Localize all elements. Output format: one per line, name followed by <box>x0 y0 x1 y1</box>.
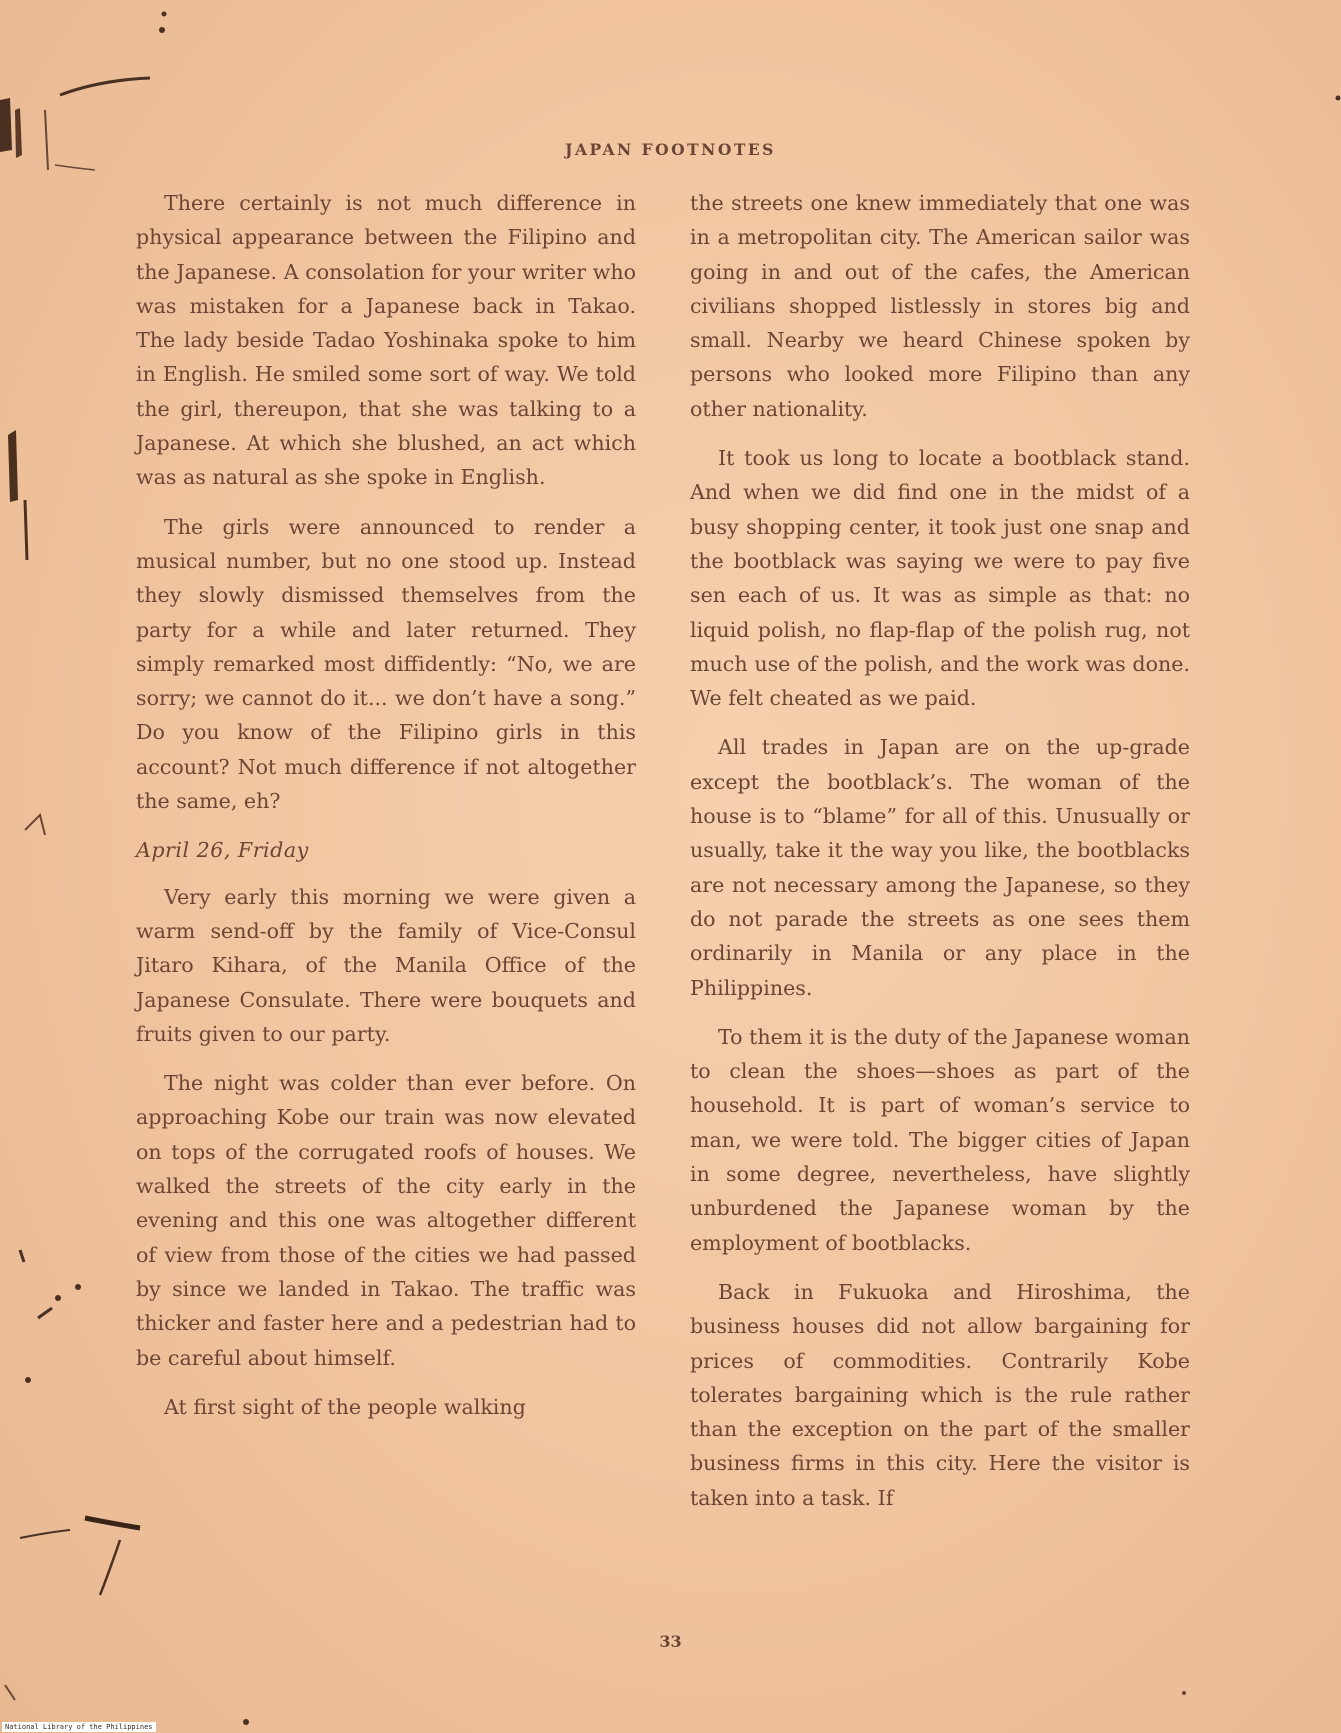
paragraph: It took us long to locate a bootblack stand. And when we did find one in the midst of a busy shopping center, it took just one snap and the bootblack was saying we were to pay five sen each of us. It was as simple as that: no liquid polish, no flap-flap of the polish rug, not much use of the polish, and the work was done. We felt cheated as we paid. <box>690 446 1190 711</box>
left-column <box>136 186 636 1439</box>
right-column <box>690 186 1190 1530</box>
library-credit: National Library of the Philippines <box>2 1722 156 1732</box>
date-heading: April 26, Friday <box>136 838 309 863</box>
paragraph: At first sight of the people walking <box>164 1394 526 1419</box>
paragraph: To them it is the duty of the Japanese woman to clean the shoes—shoes as part of the household. It is part of woman’s service to man, we were told. The bigger cities of Japan in some degree, nevertheless, have slightly unburdened the Japanese woman by the employment of bootblacks. <box>690 1024 1190 1255</box>
paragraph: All trades in Japan are on the up-grade except the bootblack’s. The woman of the house is to “blame” for all of this. Unusually or usually, take it the way you like, the bootblacks are not necessary among the Japanese, so they do not parade the streets as one sees them ordinarily in Manila or any place in the Philippines. <box>690 735 1190 1000</box>
paragraph: Very early this morning we were given a warm send-off by the family of Vice-Consul Jitaro Kihara, of the Manila Office of the Japanese Consulate. There were bouquets and fruits given to our party. <box>136 884 636 1046</box>
paragraph: The night was colder than ever before. On approaching Kobe our train was now elevated on tops of the corrugated roofs of houses. We walked the streets of the city early in the evening and this one was altogether different of view from those of the cities we had passed by since we landed in Takao. The traffic was thicker and faster here and a pedestrian had to be careful about himself. <box>136 1071 636 1370</box>
page-number: 33 <box>659 1632 682 1651</box>
paragraph: There certainly is not much difference in physical appearance between the Filipino and the Japanese. A consolation for your writer who was mistaken for a Japanese back in Takao. The lady beside Tadao Yoshinaka spoke to him in English. He smiled some sort of way. We told the girl, thereupon, that she was talking to a Japanese. At which she blushed, an act which was as natural as she spoke in English. <box>136 191 636 490</box>
running-head: JAPAN FOOTNOTES <box>565 140 776 159</box>
paragraph: Back in Fukuoka and Hiroshima, the business houses did not allow bargaining for prices of commodities. Contrarily Kobe tolerates bargaining which is the rule rather than the exception on the part of the smaller business firms in this city. Here the visitor is taken into a task. If <box>690 1279 1190 1510</box>
paragraph: The girls were announced to render a musical number, but no one stood up. Instead they slowly dismissed themselves from the party for a while and later returned. They simply remarked most diffidently: “No, we are sorry; we cannot do it... we don’t have a song.” Do you know of the Filipino girls in this account? Not much difference if not altogether the same, eh? <box>136 514 636 814</box>
paragraph: the streets one knew immediately that one was in a metropolitan city. The American sailor was going in and out of the cafes, the American civilians shopped listlessly in stores big and small. Nearby we heard Chinese spoken by persons who looked more Filipino than any other nationality. <box>690 191 1190 421</box>
